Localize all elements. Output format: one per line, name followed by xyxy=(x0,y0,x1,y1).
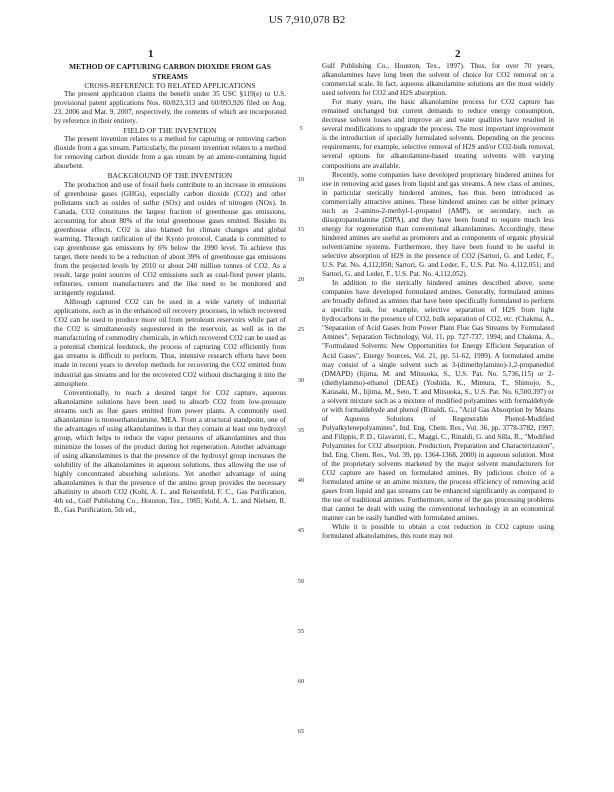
paragraph: The present application claims the benefit under 35 USC §119(e) to U.S. provisional patent applications Nos. 60/823,313 and 60/893,926 filed on Aug. 23, 2006 and Mar. 9, 2007, respectively, the contents of which are incorporated by reference in their entirety. xyxy=(54,90,286,126)
paragraph: For many years, the basic alkanolamine process for CO2 capture has remained unchanged but current demands to reduce energy consumption, decrease solvent losses and improve air and water qualities have resulted in several modifications to upgrade the process. The most important improvement is the introduction of specially formulated solvents. Depending on the process requirements, for example, selective removal of H2S and/or CO2-bulk removal, several options for alkanolamine-based treating solvents with varying compositions are available. xyxy=(322,98,554,170)
line-number: 45 xyxy=(297,527,305,534)
heading-field: FIELD OF THE INVENTION xyxy=(123,126,217,136)
line-number: 30 xyxy=(297,377,305,384)
patent-number: US 7,910,078 B2 xyxy=(268,14,346,26)
left-column xyxy=(54,62,286,515)
paragraph: Recently, some companies have developed proprietary hindered amines for use in removing acid gases from liquid and gas streams. A new class of amines, in particular sterically hindered amines, has thus been introduced as commercially attractive amines. These hindered amines can be either primary such as 2-amino-2-methyl-1-propanol (AMP), or secondary, such as diisopropanolamine (DIPA), and they have been found to require much less energy for regeneration than conventional alkanolamines. Accordingly, these hindered amines are useful as promoters and as components of organic physical solvent/amine systems. Furthermore, they have been found to be useful in selective absorption of H2S in the presence of CO2 (Sartori, G. and Leder, F., U.S. Pat. No. 4,112,050; Sartori, G. and Leder, F., U.S. Pat. No. 4,112,051; and Sartori, G. and Leder, F., U.S. Pat. No. 4,112,052). xyxy=(322,170,554,279)
paragraph: While it is possible to obtain a cost reduction in CO2 capture using formulated alkanolamines, this route may not xyxy=(322,523,554,541)
heading-background: BACKGROUND OF THE INVENTION xyxy=(107,171,233,181)
line-number: 25 xyxy=(297,326,305,333)
line-number: 55 xyxy=(297,628,305,635)
line-number: 35 xyxy=(297,427,305,434)
column-number-left: 1 xyxy=(148,48,154,60)
paragraph: Gulf Publishing Co., Houston, Tex., 1997). Thus, for over 70 years, alkanolamines have long been the solvent of choice for CO2 removal on a commercial scale. In fact, aqueous alkanolamine solutions are the most widely used solvents for CO2 and H2S absorption. xyxy=(322,62,554,98)
paragraph: The present invention relates to a method for capturing or removing carbon dioxide from a gas stream. Particularly, the present invention relates to a method for removing carbon dioxide from a gas stream by an amine-containing liquid absorbent. xyxy=(54,135,286,171)
document-title: METHOD OF CAPTURING CARBON DIOXIDE FROM GAS STREAMS xyxy=(69,62,271,81)
paragraph: Conventionally, to reach a desired target for CO2 capture, aqueous alkanolamine solutions have been used to absorb CO2 from low-pressure streams such as flue gases emitted from power plants. A commonly used alkanolamine is monoethanolamine, MEA. From a structural standpoint, one of the advantages of using alkanolamines is that they contain at least one hydroxyl group, which helps to reduce the vapor pressures of alkanolamines and thus minimize the losses of the product during hot regeneration. Another advantage of using alkanolamines is that the presence of the hydroxyl group increases the solubility of the alkanolamines in aqueous solutions, thus allowing the use of highly concentrated absorbing solutions. Yet another advantage of using alkanolamines is that the presence of the amino group provides the necessary alkalinity to absorb CO2 (Kohl, A. L. and Reisenfeld, F. C., Gas Purification, 4th ed., Gulf Publishing Co., Houston, Tex., 1985; Kohl, A. L. and Nielsen, R. B., Gas Purification, 5th ed., xyxy=(54,388,286,515)
heading-cross-reference: CROSS-REFERENCE TO RELATED APPLICATIONS xyxy=(84,81,256,90)
right-column xyxy=(322,62,554,541)
paragraph: Although captured CO2 can be used in a wide variety of industrial applications, such as in the enhanced oil recovery processes, in which recovered CO2 can be used to produce more oil from petroleum reservoirs while part of the CO2 is simultaneously sequestered in the reservoir, as well as in the manufacturing of commodity chemicals, in which recovered CO2 can be used as a potential chemical feedstock, the process of capturing CO2 efficiently from gas streams is difficult to perform. Thus, intensive research efforts have been made in recent years to develop methods for recovering the CO2 emitted from industrial gas streams and for the recovered CO2 without discharging it into the atmosphere. xyxy=(54,298,286,388)
line-number: 15 xyxy=(297,226,305,233)
line-number: 65 xyxy=(297,728,305,735)
paragraph: The production and use of fossil fuels contribute to an increase in emissions of greenhouse gases (GHGs), especially carbon dioxide (CO2) and other pollutants such as oxides of sulfur (SOx) and oxides of nitrogen (NOx). In Canada, CO2 constitutes the largest fraction of greenhouse gas emissions, accounting for about 80% of the total greenhouse gases emitted. Besides its greenhouse effects, CO2 is also blamed for climate changes and global warming. Through ratification of the Kyoto protocol, Canada is committed to cap greenhouse gas emissions by 6% below the 1990 level. To achieve this target, there needs to be a reduction of about 39% of greenhouse gas emissions from the projected levels by 2010 or about 240 million tonnes of CO2. As a result, large point sources of CO2 emissions such as coal-fired power plants, refineries, cement manufacturers and the like need to be monitored and stringently regulated. xyxy=(54,180,286,298)
line-number: 10 xyxy=(297,176,305,183)
line-number: 60 xyxy=(297,678,305,685)
line-number: 5 xyxy=(299,125,303,132)
column-number-right: 2 xyxy=(455,48,461,60)
line-number: 50 xyxy=(297,578,305,585)
line-number: 20 xyxy=(297,276,305,283)
line-number: 40 xyxy=(297,477,305,484)
paragraph: In addition to the sterically hindered amines described above, some companies have developed formulated amines. Generally, formulated amines are broadly defined as amines that have been specifically formulated to perform a specific task, for example, selective separation of H2S from light hydrocarbons in the presence of CO2, bulk separation of CO2, etc. (Chakma, A., "Separation of Acid Gases from Power Plant Flue Gas Streams by Formulated Amines", Separation Technology, Vol. 11, pp. 727-737, 1994; and Chakma, A., "Formulated Solvents: New Opportunities for Energy Efficient Separation of Acid Gases", Energy Sources, Vol. 21, pp. 51-62, 1999). A formulated amine may consist of a single solvent such as 3-(dimethylamino)-1,2-propanediol (DMAPD) (Iijima, M. and Mitsuoka, S., U.S. Pat. No. 5,736,115) or 2-(diethylamino)-ethanol (DEAE) (Yoshida, K., Mimura, T., Shimojo, S., Karasaki, M., Iijima, M., Seto, T. and Mitsuoka, S., U.S. Pat. No. 6,500,397) or a solvent mixture such as a mixture of modified polyamines with formaldehyde or with formaldehyde and phenol (Rinaldi, G., "Acid Gas Absorption by Means of Aqueous Solutions of Regenerable Phenol-Modified Polyalkylenepolyamines", Ind. Eng. Chem. Res., Vol. 36, pp. 3778-3782, 1997; and Filippis, P. D., Giavarini, C., Maggi, C., Rinaldi, G. and Silla, R., "Modified Polyamines for CO2 absorption. Production, Preparation and Characterization", Ind. Eng. Chem. Res., Vol. 39, pp. 1364-1368, 2000) in aqueous solution. Most of the proprietary solvents marketed by the major solvent manufacturers for CO2 capture are based on formulated amines. By judicious choice of a formulated amine or an amine mixture, the process efficiency of removing acid gases from liquid and gas streams can be enhanced significantly as compared to the use of traditional amines. Furthermore, some of the gas processing problems that cannot be dealt with using the conventional technology in an economical manner can be easily handled with formulated amines. xyxy=(322,279,554,523)
